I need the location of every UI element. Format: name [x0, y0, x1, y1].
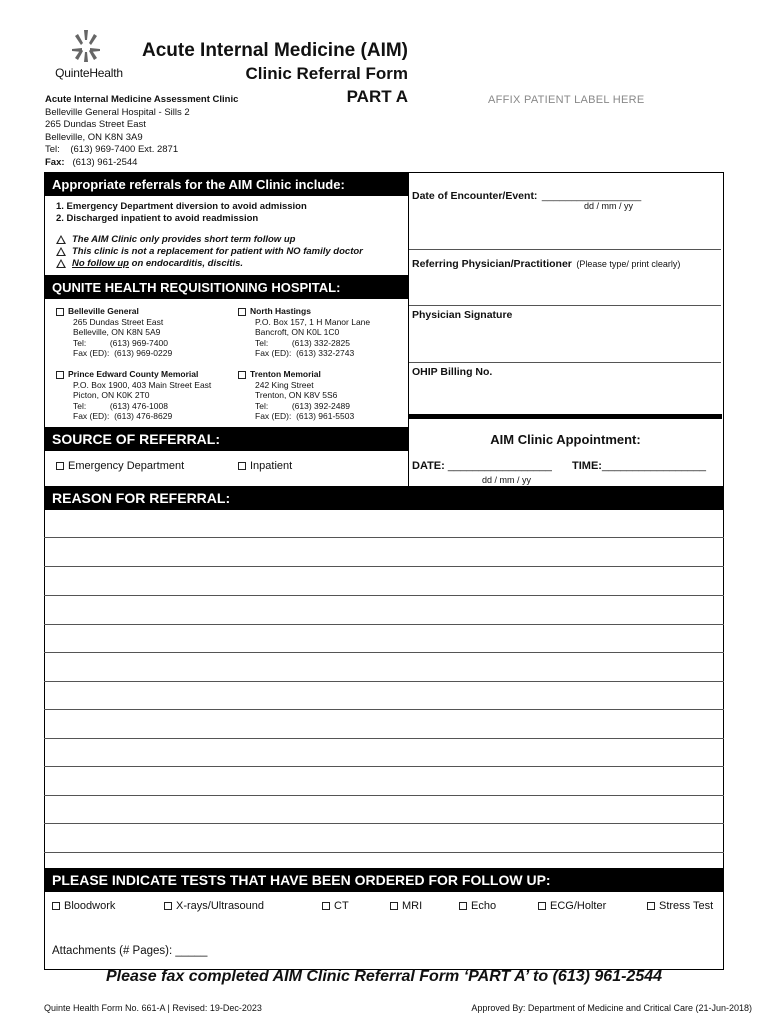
- checkbox[interactable]: [56, 462, 64, 470]
- appointment-date-label: DATE:: [412, 460, 445, 472]
- hospital-address: [238, 380, 354, 422]
- clinic-city: Belleville, ON K8N 3A9: [45, 131, 143, 143]
- test-ct-option[interactable]: [322, 900, 349, 912]
- checkbox[interactable]: [538, 902, 546, 910]
- hospital-name: North Hastings: [250, 306, 311, 316]
- rule: [409, 305, 721, 306]
- test-xray-option[interactable]: [164, 900, 264, 912]
- checkbox[interactable]: [238, 371, 246, 379]
- hospital-line: 242 King Street: [255, 379, 314, 390]
- warning-triangle-icon: [56, 235, 66, 244]
- checkbox[interactable]: [56, 371, 64, 379]
- date-format-hint: dd / mm / yy: [584, 201, 634, 211]
- reason-line: [44, 795, 724, 796]
- appointment-time-field[interactable]: [572, 460, 706, 472]
- hospital-address: [56, 380, 211, 422]
- hospital-address: [56, 317, 172, 359]
- hospital-line: Fax (ED): (613) 476-8629: [73, 411, 173, 422]
- clinic-fax: [45, 157, 238, 170]
- reason-line: [44, 595, 724, 596]
- hospital-line: Tel: (613) 392-2489: [255, 400, 350, 411]
- appointment-date-field[interactable]: [412, 460, 552, 472]
- warning-3-text: on endocarditis, discitis.: [129, 258, 244, 269]
- ohip-billing-label[interactable]: OHIP Billing No.: [412, 366, 493, 378]
- checkbox[interactable]: [56, 308, 64, 316]
- clinic-fax-value: (613) 961-2544: [72, 156, 138, 168]
- hospital-option[interactable]: [56, 306, 172, 359]
- source-inpatient-option[interactable]: [238, 460, 292, 472]
- appropriate-item-2: 2. Discharged inpatient to avoid readmission: [56, 213, 259, 224]
- warning-triangle-icon: [56, 247, 66, 256]
- source-inpatient-label: Inpatient: [250, 460, 293, 472]
- reason-line: [44, 823, 724, 824]
- warning-3-underlined: No follow up: [72, 258, 129, 269]
- appropriate-heading: Appropriate referrals for the AIM Clinic include:: [44, 172, 408, 196]
- reason-line: [44, 738, 724, 739]
- rule: [409, 249, 721, 250]
- checkbox[interactable]: [390, 902, 398, 910]
- hospitals-heading: QUNITE HEALTH REQUISITIONING HOSPITAL:: [44, 275, 408, 299]
- warning-2-text: This clinic is not a replacement for patient with NO family doctor: [72, 246, 363, 257]
- test-label: CT: [334, 900, 349, 912]
- checkbox[interactable]: [647, 902, 655, 910]
- form-subtitle: Clinic Referral Form: [245, 64, 408, 83]
- test-bloodwork-option[interactable]: [52, 900, 115, 912]
- test-echo-option[interactable]: [459, 900, 496, 912]
- test-label: X-rays/Ultrasound: [176, 900, 265, 912]
- appointment-date-blank: _________________: [447, 460, 552, 472]
- reason-line: [44, 681, 724, 682]
- test-label: Bloodwork: [64, 900, 116, 912]
- test-label: Stress Test: [659, 900, 714, 912]
- clinic-street: 265 Dundas Street East: [45, 119, 146, 130]
- appointment-heading: AIM Clinic Appointment:: [490, 432, 641, 447]
- attachments-field[interactable]: Attachments (# Pages): _____: [52, 945, 208, 957]
- date-of-encounter-label: Date of Encounter/Event:: [412, 190, 538, 202]
- referring-physician-hint: (Please type/ print clearly): [576, 259, 681, 269]
- affix-label-area: AFFIX PATIENT LABEL HERE: [488, 94, 645, 106]
- warning-2: [56, 246, 363, 258]
- test-label: MRI: [402, 900, 423, 912]
- tests-heading: PLEASE INDICATE TESTS THAT HAVE BEEN ORDERED FOR FOLLOW UP:: [44, 868, 724, 892]
- hospital-name: Prince Edward County Memorial: [68, 369, 199, 379]
- warning-1: [56, 234, 363, 246]
- appointment-date-format-hint: dd / mm / yy: [482, 475, 532, 485]
- physician-signature-label[interactable]: Physician Signature: [412, 309, 513, 321]
- source-emergency-option[interactable]: [56, 460, 184, 472]
- source-heading: SOURCE OF REFERRAL:: [44, 427, 408, 451]
- thick-divider: [409, 414, 722, 419]
- reason-line: [44, 624, 724, 625]
- warnings-list: [56, 234, 363, 270]
- hospital-option[interactable]: [238, 369, 354, 422]
- reason-heading: REASON FOR REFERRAL:: [44, 486, 724, 510]
- checkbox[interactable]: [322, 902, 330, 910]
- reason-line: [44, 537, 724, 538]
- hospital-line: Tel: (613) 969-7400: [73, 337, 168, 348]
- hospital-line: P.O. Box 1900, 403 Main Street East: [73, 379, 212, 390]
- hospital-option[interactable]: [238, 306, 370, 359]
- test-ecg-option[interactable]: [538, 900, 606, 912]
- hospital-line: Trenton, ON K8V 5S6: [255, 390, 338, 401]
- reason-line: [44, 852, 724, 853]
- checkbox[interactable]: [52, 902, 60, 910]
- checkbox[interactable]: [459, 902, 467, 910]
- warning-1-text: The AIM Clinic only provides short term follow up: [72, 234, 296, 245]
- clinic-fax-label: Fax:: [45, 156, 65, 168]
- clinic-tel-value: (613) 969-7400 Ext. 2871: [70, 144, 179, 155]
- checkbox[interactable]: [164, 902, 172, 910]
- form-part: PART A: [346, 87, 408, 106]
- reason-line: [44, 709, 724, 710]
- checkbox[interactable]: [238, 308, 246, 316]
- warning-triangle-icon: [56, 259, 66, 268]
- source-emergency-label: Emergency Department: [68, 460, 185, 472]
- clinic-tel-label: Tel:: [45, 144, 60, 155]
- clinic-name: Acute Internal Medicine Assessment Clinic: [45, 94, 239, 105]
- reason-line: [44, 652, 724, 653]
- clinic-hospital: Belleville General Hospital - Sills 2: [45, 106, 190, 118]
- hospital-line: Bancroft, ON K0L 1C0: [255, 327, 340, 338]
- reason-text-area[interactable]: [44, 510, 724, 868]
- hospital-line: Fax (ED): (613) 332-2743: [255, 348, 355, 359]
- date-of-encounter-blank: _________________: [541, 190, 642, 202]
- reason-line: [44, 766, 724, 767]
- footer-approval: Approved By: Department of Medicine and Critical Care (21-Jun-2018): [471, 1003, 752, 1013]
- hospital-option[interactable]: [56, 369, 211, 422]
- checkbox[interactable]: [238, 462, 246, 470]
- footer-form-number: Quinte Health Form No. 661-A | Revised: 19-Dec-2023: [44, 1003, 262, 1013]
- hospital-line: Fax (ED): (613) 969-0229: [73, 348, 173, 359]
- appointment-time-label: TIME:: [572, 460, 602, 472]
- appropriate-list: [56, 201, 307, 225]
- logo-mark-icon: [44, 28, 134, 66]
- referring-physician-label: Referring Physician/Practitioner: [412, 258, 572, 270]
- hospital-line: 265 Dundas Street East: [73, 316, 164, 327]
- rule: [409, 362, 721, 363]
- test-label: ECG/Holter: [550, 900, 607, 912]
- appropriate-item-1: 1. Emergency Department diversion to avoid admission: [56, 201, 307, 212]
- hospital-line: Tel: (613) 332-2825: [255, 337, 350, 348]
- hospital-line: P.O. Box 157, 1 H Manor Lane: [255, 316, 371, 327]
- hospital-name: Belleville General: [68, 306, 139, 316]
- hospital-line: Tel: (613) 476-1008: [73, 400, 168, 411]
- clinic-address: [45, 94, 238, 169]
- hospital-name: Trenton Memorial: [250, 369, 321, 379]
- reason-line: [44, 566, 724, 567]
- quinte-health-logo: [44, 28, 134, 84]
- appointment-time-blank: _________________: [601, 460, 706, 472]
- form-title: Acute Internal Medicine (AIM): [141, 40, 408, 61]
- hospital-line: Belleville, ON K8N 5A9: [73, 327, 161, 338]
- fax-instruction: Please fax completed AIM Clinic Referral Form ‘PART A’ to (613) 961-2544: [105, 968, 663, 985]
- hospital-line: Fax (ED): (613) 961-5503: [255, 411, 355, 422]
- referring-physician-field[interactable]: [412, 254, 680, 272]
- hospital-line: Picton, ON K0K 2T0: [73, 390, 150, 401]
- hospital-address: [238, 317, 370, 359]
- test-mri-option[interactable]: [390, 900, 422, 912]
- test-label: Echo: [471, 900, 497, 912]
- warning-3: [56, 258, 363, 270]
- test-stress-option[interactable]: [647, 900, 713, 912]
- clinic-tel: [45, 144, 238, 157]
- logo-text: QuinteHealth: [55, 66, 123, 80]
